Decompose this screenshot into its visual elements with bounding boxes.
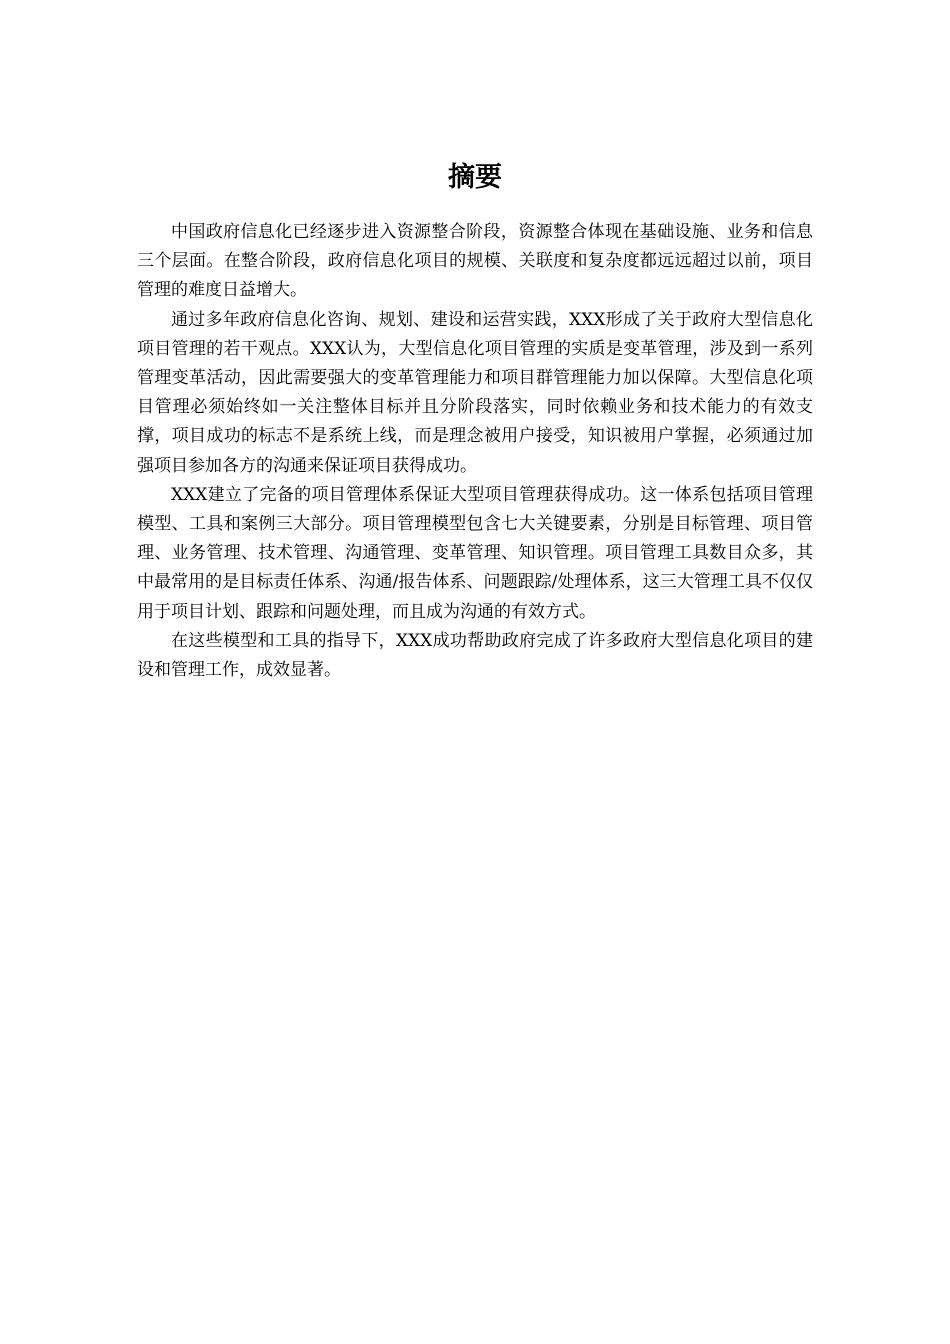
document-body [137, 218, 813, 685]
paragraph-2: 通过多年政府信息化咨询、规划、建设和运营实践，XXX形成了关于政府大型信息化项目管理的若干观点。XXX认为，大型信息化项目管理的实质是变革管理，涉及到一系列管理变革活动，因此需要强大的变革管理能力和项目群管理能力加以保障。大型信息化项目管理必须始终如一关注整体目标并且分阶段落实，同时依赖业务和技术能力的有效支撑，项目成功的标志不是系统上线，而是理念被用户接受，知识被用户掌握，必须通过加强项目参加各方的沟通来保证项目获得成功。 [137, 309, 813, 476]
document-title: 摘要 [448, 162, 502, 193]
paragraph-4: 在这些模型和工具的指导下，XXX成功帮助政府完成了许多政府大型信息化项目的建设和管理工作，成效显著。 [137, 630, 813, 681]
paragraph-1: 中国政府信息化已经逐步进入资源整合阶段，资源整合体现在基础设施、业务和信息三个层面。在整合阶段，政府信息化项目的规模、关联度和复杂度都远远超过以前，项目管理的难度日益增大。 [137, 222, 813, 301]
paragraph-3: XXX建立了完备的项目管理体系保证大型项目管理获得成功。这一体系包括项目管理模型、工具和案例三大部分。项目管理模型包含七大关键要素，分别是目标管理、项目管理、业务管理、技术管理、沟通管理、变革管理、知识管理。项目管理工具数目众多，其中最常用的是目标责任体系、沟通/报告体系、问题跟踪/处理体系，这三大管理工具不仅仅用于项目计划、跟踪和问题处理，而且成为沟通的有效方式。 [137, 484, 813, 622]
